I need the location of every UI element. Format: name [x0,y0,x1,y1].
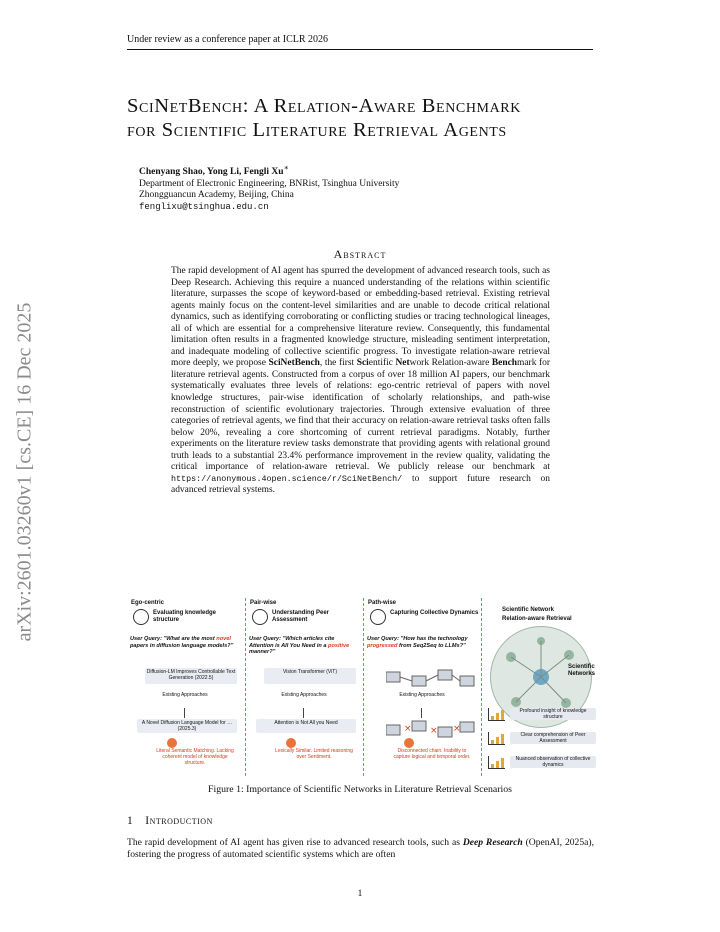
user-query [249,636,357,656]
panel-tag: Path-wise [368,600,397,606]
deep-research-term: Deep Research [462,837,523,848]
query-highlight: novel [216,636,231,642]
down-arrow-icon [184,708,185,718]
plus-circle-icon [252,609,268,625]
panel-tag: Ego-centric [131,600,165,606]
abstract-body [171,266,550,497]
title-line-2: for Scientific Literature Retrieval Agents [127,119,507,141]
figure-1 [127,598,599,776]
down-arrow-icon [421,708,422,718]
query-text: User Query: "How has the technology [367,636,468,642]
author-block [139,162,579,213]
benchmark-name: SciNetBench [268,358,320,369]
warning-icon [167,738,177,748]
intro-paragraph [127,837,594,860]
abstract-heading: Abstract [333,247,387,261]
benefit-item: Profound insight of knowledge structure [510,708,596,720]
svg-text:×: × [430,726,438,736]
section-heading [127,815,213,827]
arxiv-identifier: arXiv:2601.03260v1 [cs.CE] 16 Dec 2025 [13,302,36,642]
retrieved-paper: Attention is Not All you Need [256,719,356,733]
query-text: User Query: "Which articles cite Attention is All You Need in a [249,636,335,649]
growth-chart-icon [488,732,505,745]
failure-note: Literal Semantic Matching. Lacking coherent model of knowledge structure. [156,748,234,766]
benefit-item: Clear comprehension of Peer Assessment [510,732,596,744]
benefit-item: Nuanced observation of collective dynamics [510,756,596,768]
query-highlight: progressed [367,642,398,649]
link-icon [404,738,414,748]
section-title: Introduction [145,815,213,827]
panel-ego-centric [127,598,243,776]
user-query [367,636,475,649]
abstract-text: , the first [319,358,357,369]
network-title [502,606,572,624]
affiliation-1: Department of Electronic Engineering, BNRist, Tsinghua University [139,178,400,189]
panel-caption: Evaluating knowledge structure [153,610,217,623]
growth-chart-icon [488,756,505,769]
query-highlight: positive [328,642,350,649]
growth-chart-icon [488,708,505,721]
paper-chain-icon [386,668,476,688]
network-title-line: Relation-aware Retrieval [502,616,572,622]
seed-paper: Diffusion-LM Improves Controllable Text Generation (2022.5) [145,668,237,684]
panel-caption: Understanding Peer Assessment [272,610,330,623]
query-text: manner?" [249,649,276,656]
acronym-part: Sci [356,358,369,369]
panel-scientific-network [481,598,600,776]
panel-tag: Pair-wise [250,600,277,606]
abstract-text: The rapid development of AI agent has spurred the development of advanced research tools, such as Deep Research. Achieving this require a nuanced understanding of the relations within scientific literature, surpasses the scope of keyword-based or embedding-based retrieval. Existing retrieval agents mainly focus on the content-level similarities and are unable to decode critical relational dynamics, such as identifying corroborating or conflicting studies or tracing technological lineages, all of which are essential for a comprehensive literature review. Consequently, this fundamental limitation often results in a fragmented knowledge structure, misleading sentiment interpretation, and inadequate modeling of collective scientific progress. To investigate relation-aware retrieval more deeply, we propose [171,266,550,369]
abstract-text: mark for literature retrieval agents. Constructed from a corpus of over 18 million AI papers, our benchmark systematically evaluates three levels of relations: ego-centric retrieval of papers with novel knowledge structures, pair-wise identification of scholarly relationships, and path-wise reconstruction of scientific evolutionary trajectories. Through extensive evaluation of three categories of retrieval agents, we find that their accuracy on relation-aware retrieval tasks often falls below 20%, revealing a core shortcoming of current retrieval paradigms. Notably, further experiments on the literature review tasks demonstrate that providing agents with relational ground truth leads to a substantial 23.4% performance improvement in the review quality, validating the critical importance of relation-aware retrieval. We publicly release our benchmark at [171,358,550,473]
down-arrow-icon [303,708,304,718]
existing-approaches-label: Existing Approaches [281,692,327,698]
author-names: Chenyang Shao, Yong Li, Fengli Xu [139,167,284,178]
affiliation-2: Zhongguancun Academy, Beijing, China [139,190,294,201]
arxiv-side-stamp [12,262,38,682]
network-title-line: Scientific Network [502,607,555,613]
svg-text:×: × [453,724,461,734]
abstract-text: work Relation-aware [409,358,492,369]
section-number: 1 [127,815,134,827]
network-center-label: Scientific Networks [568,664,596,677]
page-number: 1 [357,888,363,899]
benchmark-url[interactable]: https://anonymous.4open.science/r/SciNetBench/ [171,473,403,484]
failure-note: Disconnected chain. Inability to capture logical and temporal order. [393,748,471,760]
user-query [130,636,238,649]
broken-chain-icon [386,719,476,739]
panel-pair-wise [245,598,362,776]
running-header: Under review as a conference paper at ICLR 2026 [127,34,593,50]
warning-icon [286,738,296,748]
retrieved-paper: A Novel Diffusion Language Model for … (2025.3) [137,719,237,733]
query-text: User Query: "What are the most [130,636,217,642]
intro-text: (OpenAI, 2025a), fostering the progress of automated scientific systems which are often [127,837,594,860]
query-text: papers in diffusion language models?" [130,642,234,649]
globe-icon [133,609,149,625]
clock-icon [370,609,386,625]
author-footnote-mark: ∗ [283,163,289,172]
figure-caption: Figure 1: Importance of Scientific Networks in Literature Retrieval Scenarios [208,784,512,795]
existing-approaches-label: Existing Approaches [399,692,445,698]
panel-path-wise [363,598,480,776]
panel-caption: Capturing Collective Dynamics [390,610,479,616]
intro-text: The rapid development of AI agent has given rise to advanced research tools, such as [127,837,463,848]
abstract-text: entific [368,358,396,369]
author-email[interactable]: fenglixu@tsinghua.edu.cn [139,201,269,212]
acronym-part: Net [395,358,410,369]
acronym-part: Bench [491,358,518,369]
query-text: from Seq2Seq to LLMs?" [397,642,466,649]
abstract-text: to support future research on advanced retrieval systems. [171,473,550,496]
paper-title [127,94,607,142]
title-line-1: SciNetBench: A Relation-Aware Benchmark [127,95,521,117]
failure-note: Lexically Similar. Limited reasoning over Sentiment. [275,748,353,760]
existing-approaches-label: Existing Approaches [162,692,208,698]
seed-paper: Vision Transformer (ViT) [264,668,356,684]
svg-text:×: × [404,724,412,734]
